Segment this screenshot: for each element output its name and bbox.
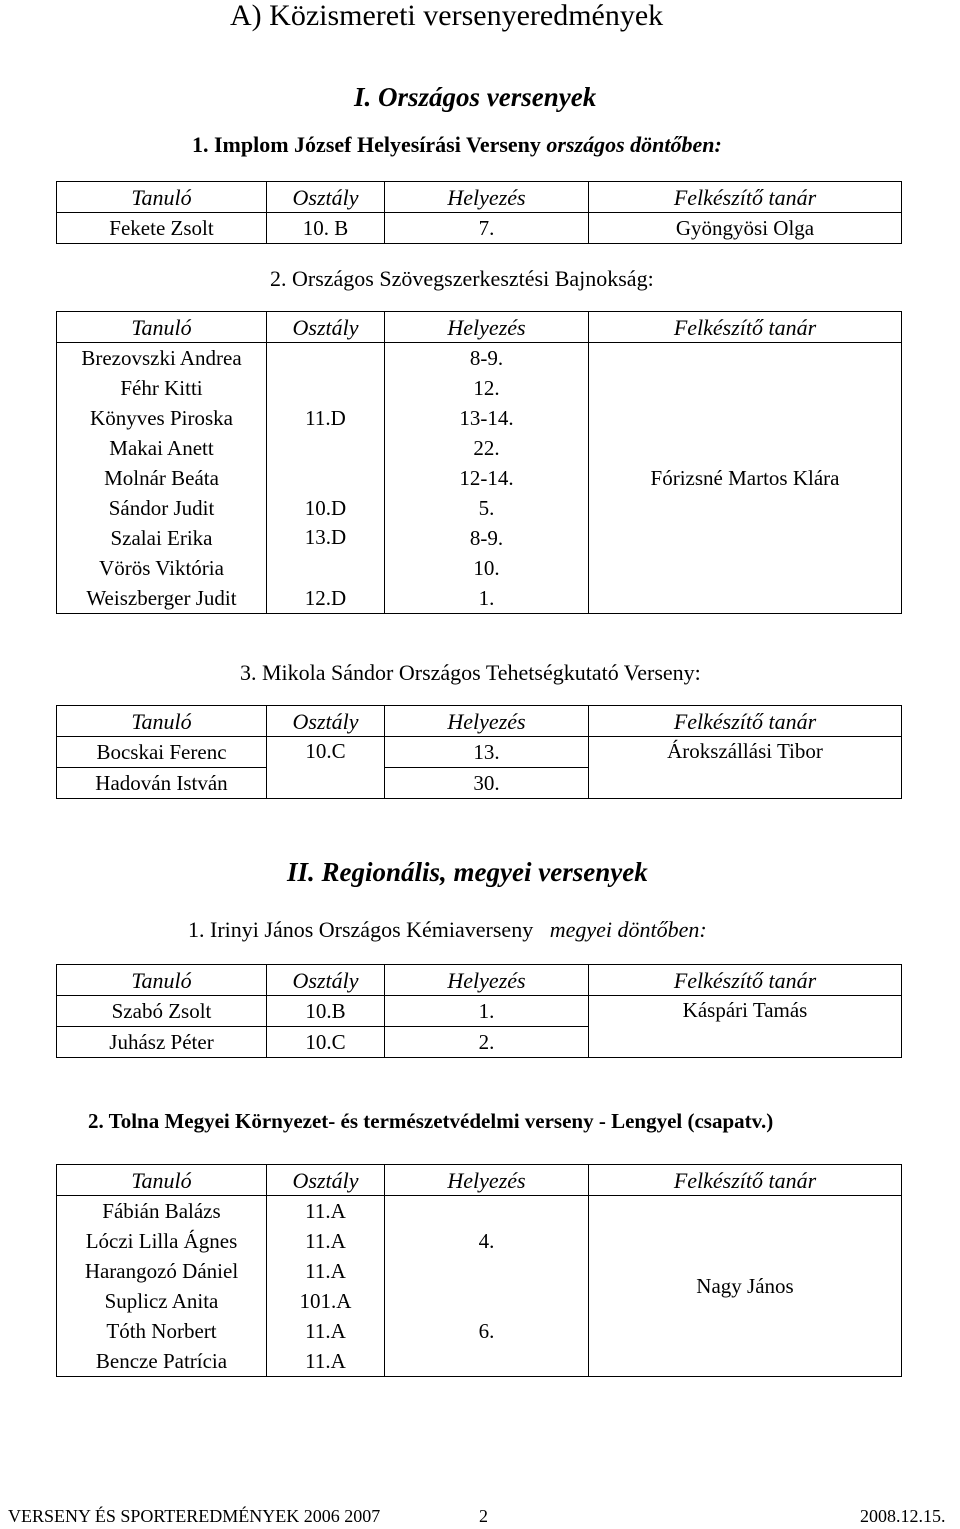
table-row bbox=[57, 343, 902, 374]
student-place: 1. bbox=[385, 996, 589, 1027]
student-place: 8-9. bbox=[385, 343, 589, 374]
student-name: Féhr Kitti bbox=[57, 373, 267, 403]
table-row bbox=[57, 1196, 902, 1227]
section-heading-regional: II. Regionális, megyei versenyek bbox=[287, 857, 648, 887]
student-place: 7. bbox=[385, 213, 589, 244]
student-place: 13-14. bbox=[385, 403, 589, 433]
col-header-student: Tanuló bbox=[57, 965, 267, 996]
student-name: Szabó Zsolt bbox=[57, 996, 267, 1027]
team-place: 6. bbox=[385, 1286, 589, 1377]
table-header-row bbox=[57, 965, 902, 996]
student-name: Hadován István bbox=[57, 768, 267, 799]
teacher-name: Árokszállási Tibor bbox=[589, 737, 902, 799]
student-place: 5. bbox=[385, 493, 589, 523]
col-header-student: Tanuló bbox=[57, 706, 267, 737]
col-header-place: Helyezés bbox=[385, 706, 589, 737]
teacher-name: Fórizsné Martos Klára bbox=[589, 343, 902, 614]
student-name: Suplicz Anita bbox=[57, 1286, 267, 1316]
comp5-title: 2. Tolna Megyei Környezet- és természetvédelmi verseny - Lengyel (csapatv.) bbox=[88, 1109, 774, 1133]
student-name: Sándor Judit bbox=[57, 493, 267, 523]
table-header-row bbox=[57, 1165, 902, 1196]
student-place: 22. bbox=[385, 433, 589, 463]
student-place: 1. bbox=[385, 583, 589, 614]
student-place: 2. bbox=[385, 1027, 589, 1058]
section-heading-national: I. Országos versenyek bbox=[354, 82, 597, 112]
col-header-teacher: Felkészítő tanár bbox=[589, 706, 902, 737]
student-name: Brezovszki Andrea bbox=[57, 343, 267, 374]
student-class: 11.A bbox=[267, 1346, 385, 1377]
student-name: Tóth Norbert bbox=[57, 1316, 267, 1346]
student-name: Könyves Piroska bbox=[57, 403, 267, 433]
comp2-title: 2. Országos Szövegszerkesztési Bajnokság: bbox=[270, 266, 654, 291]
student-class: 11.A bbox=[267, 1196, 385, 1227]
teacher-name: Gyöngyösi Olga bbox=[589, 213, 902, 244]
student-class: 13.D bbox=[267, 523, 385, 583]
col-header-student: Tanuló bbox=[57, 312, 267, 343]
col-header-place: Helyezés bbox=[385, 965, 589, 996]
student-name: Makai Anett bbox=[57, 433, 267, 463]
col-header-student: Tanuló bbox=[57, 1165, 267, 1196]
col-header-place: Helyezés bbox=[385, 182, 589, 213]
student-class: 11.A bbox=[267, 1226, 385, 1256]
student-class: 11.D bbox=[267, 343, 385, 494]
col-header-class: Osztály bbox=[267, 965, 385, 996]
col-header-teacher: Felkészítő tanár bbox=[589, 1165, 902, 1196]
student-name: Lóczi Lilla Ágnes bbox=[57, 1226, 267, 1256]
student-class: 10.D bbox=[267, 493, 385, 523]
col-header-student: Tanuló bbox=[57, 182, 267, 213]
student-class: 12.D bbox=[267, 583, 385, 614]
teacher-name: Káspári Tamás bbox=[589, 996, 902, 1058]
col-header-teacher: Felkészítő tanár bbox=[589, 312, 902, 343]
student-class: 10.C bbox=[267, 737, 385, 799]
table-header-row bbox=[57, 706, 902, 737]
team-place: 4. bbox=[385, 1196, 589, 1287]
student-name: Molnár Beáta bbox=[57, 463, 267, 493]
results-table-mikola bbox=[56, 705, 902, 799]
teacher-name: Nagy János bbox=[589, 1196, 902, 1377]
student-place: 13. bbox=[385, 737, 589, 768]
student-name: Harangozó Dániel bbox=[57, 1256, 267, 1286]
table-row bbox=[57, 996, 902, 1027]
table-header-row bbox=[57, 182, 902, 213]
table-row bbox=[57, 213, 902, 244]
col-header-class: Osztály bbox=[267, 182, 385, 213]
col-header-teacher: Felkészítő tanár bbox=[589, 182, 902, 213]
student-name: Vörös Viktória bbox=[57, 553, 267, 583]
student-name: Weiszberger Judit bbox=[57, 583, 267, 614]
results-table-tolna bbox=[56, 1164, 902, 1377]
comp4-title: 1. Irinyi János Országos Kémiaverseny megyei döntőben: bbox=[188, 917, 707, 942]
comp3-title: 3. Mikola Sándor Országos Tehetségkutató Verseny: bbox=[240, 660, 701, 685]
student-class: 10.C bbox=[267, 1027, 385, 1058]
student-name: Fekete Zsolt bbox=[57, 213, 267, 244]
student-place: 30. bbox=[385, 768, 589, 799]
col-header-class: Osztály bbox=[267, 312, 385, 343]
student-place: 8-9. bbox=[385, 523, 589, 553]
student-name: Fábián Balázs bbox=[57, 1196, 267, 1227]
student-class: 10. B bbox=[267, 213, 385, 244]
col-header-place: Helyezés bbox=[385, 312, 589, 343]
footer-date: 2008.12.15. bbox=[860, 1506, 946, 1526]
student-place: 10. bbox=[385, 553, 589, 583]
table-row bbox=[57, 737, 902, 768]
student-name: Juhász Péter bbox=[57, 1027, 267, 1058]
comp1-title: 1. Implom József Helyesírási Verseny országos döntőben: bbox=[192, 132, 722, 157]
footer-page-number: 2 bbox=[479, 1506, 488, 1526]
student-class: 10.B bbox=[267, 996, 385, 1027]
student-class: 101.A bbox=[267, 1286, 385, 1316]
student-place: 12-14. bbox=[385, 463, 589, 493]
footer-title: VERSENY ÉS SPORTEREDMÉNYEK 2006 2007 bbox=[8, 1506, 381, 1526]
results-table-irinyi bbox=[56, 964, 902, 1058]
student-class: 11.A bbox=[267, 1316, 385, 1346]
student-class: 11.A bbox=[267, 1256, 385, 1286]
col-header-class: Osztály bbox=[267, 706, 385, 737]
table-header-row bbox=[57, 312, 902, 343]
col-header-class: Osztály bbox=[267, 1165, 385, 1196]
results-table-szovegszerk bbox=[56, 311, 902, 614]
col-header-place: Helyezés bbox=[385, 1165, 589, 1196]
student-place: 12. bbox=[385, 373, 589, 403]
student-name: Szalai Erika bbox=[57, 523, 267, 553]
student-name: Bocskai Ferenc bbox=[57, 737, 267, 768]
student-name: Bencze Patrícia bbox=[57, 1346, 267, 1377]
results-table-implom bbox=[56, 181, 902, 244]
page-title: A) Közismereti versenyeredmények bbox=[230, 0, 664, 32]
col-header-teacher: Felkészítő tanár bbox=[589, 965, 902, 996]
